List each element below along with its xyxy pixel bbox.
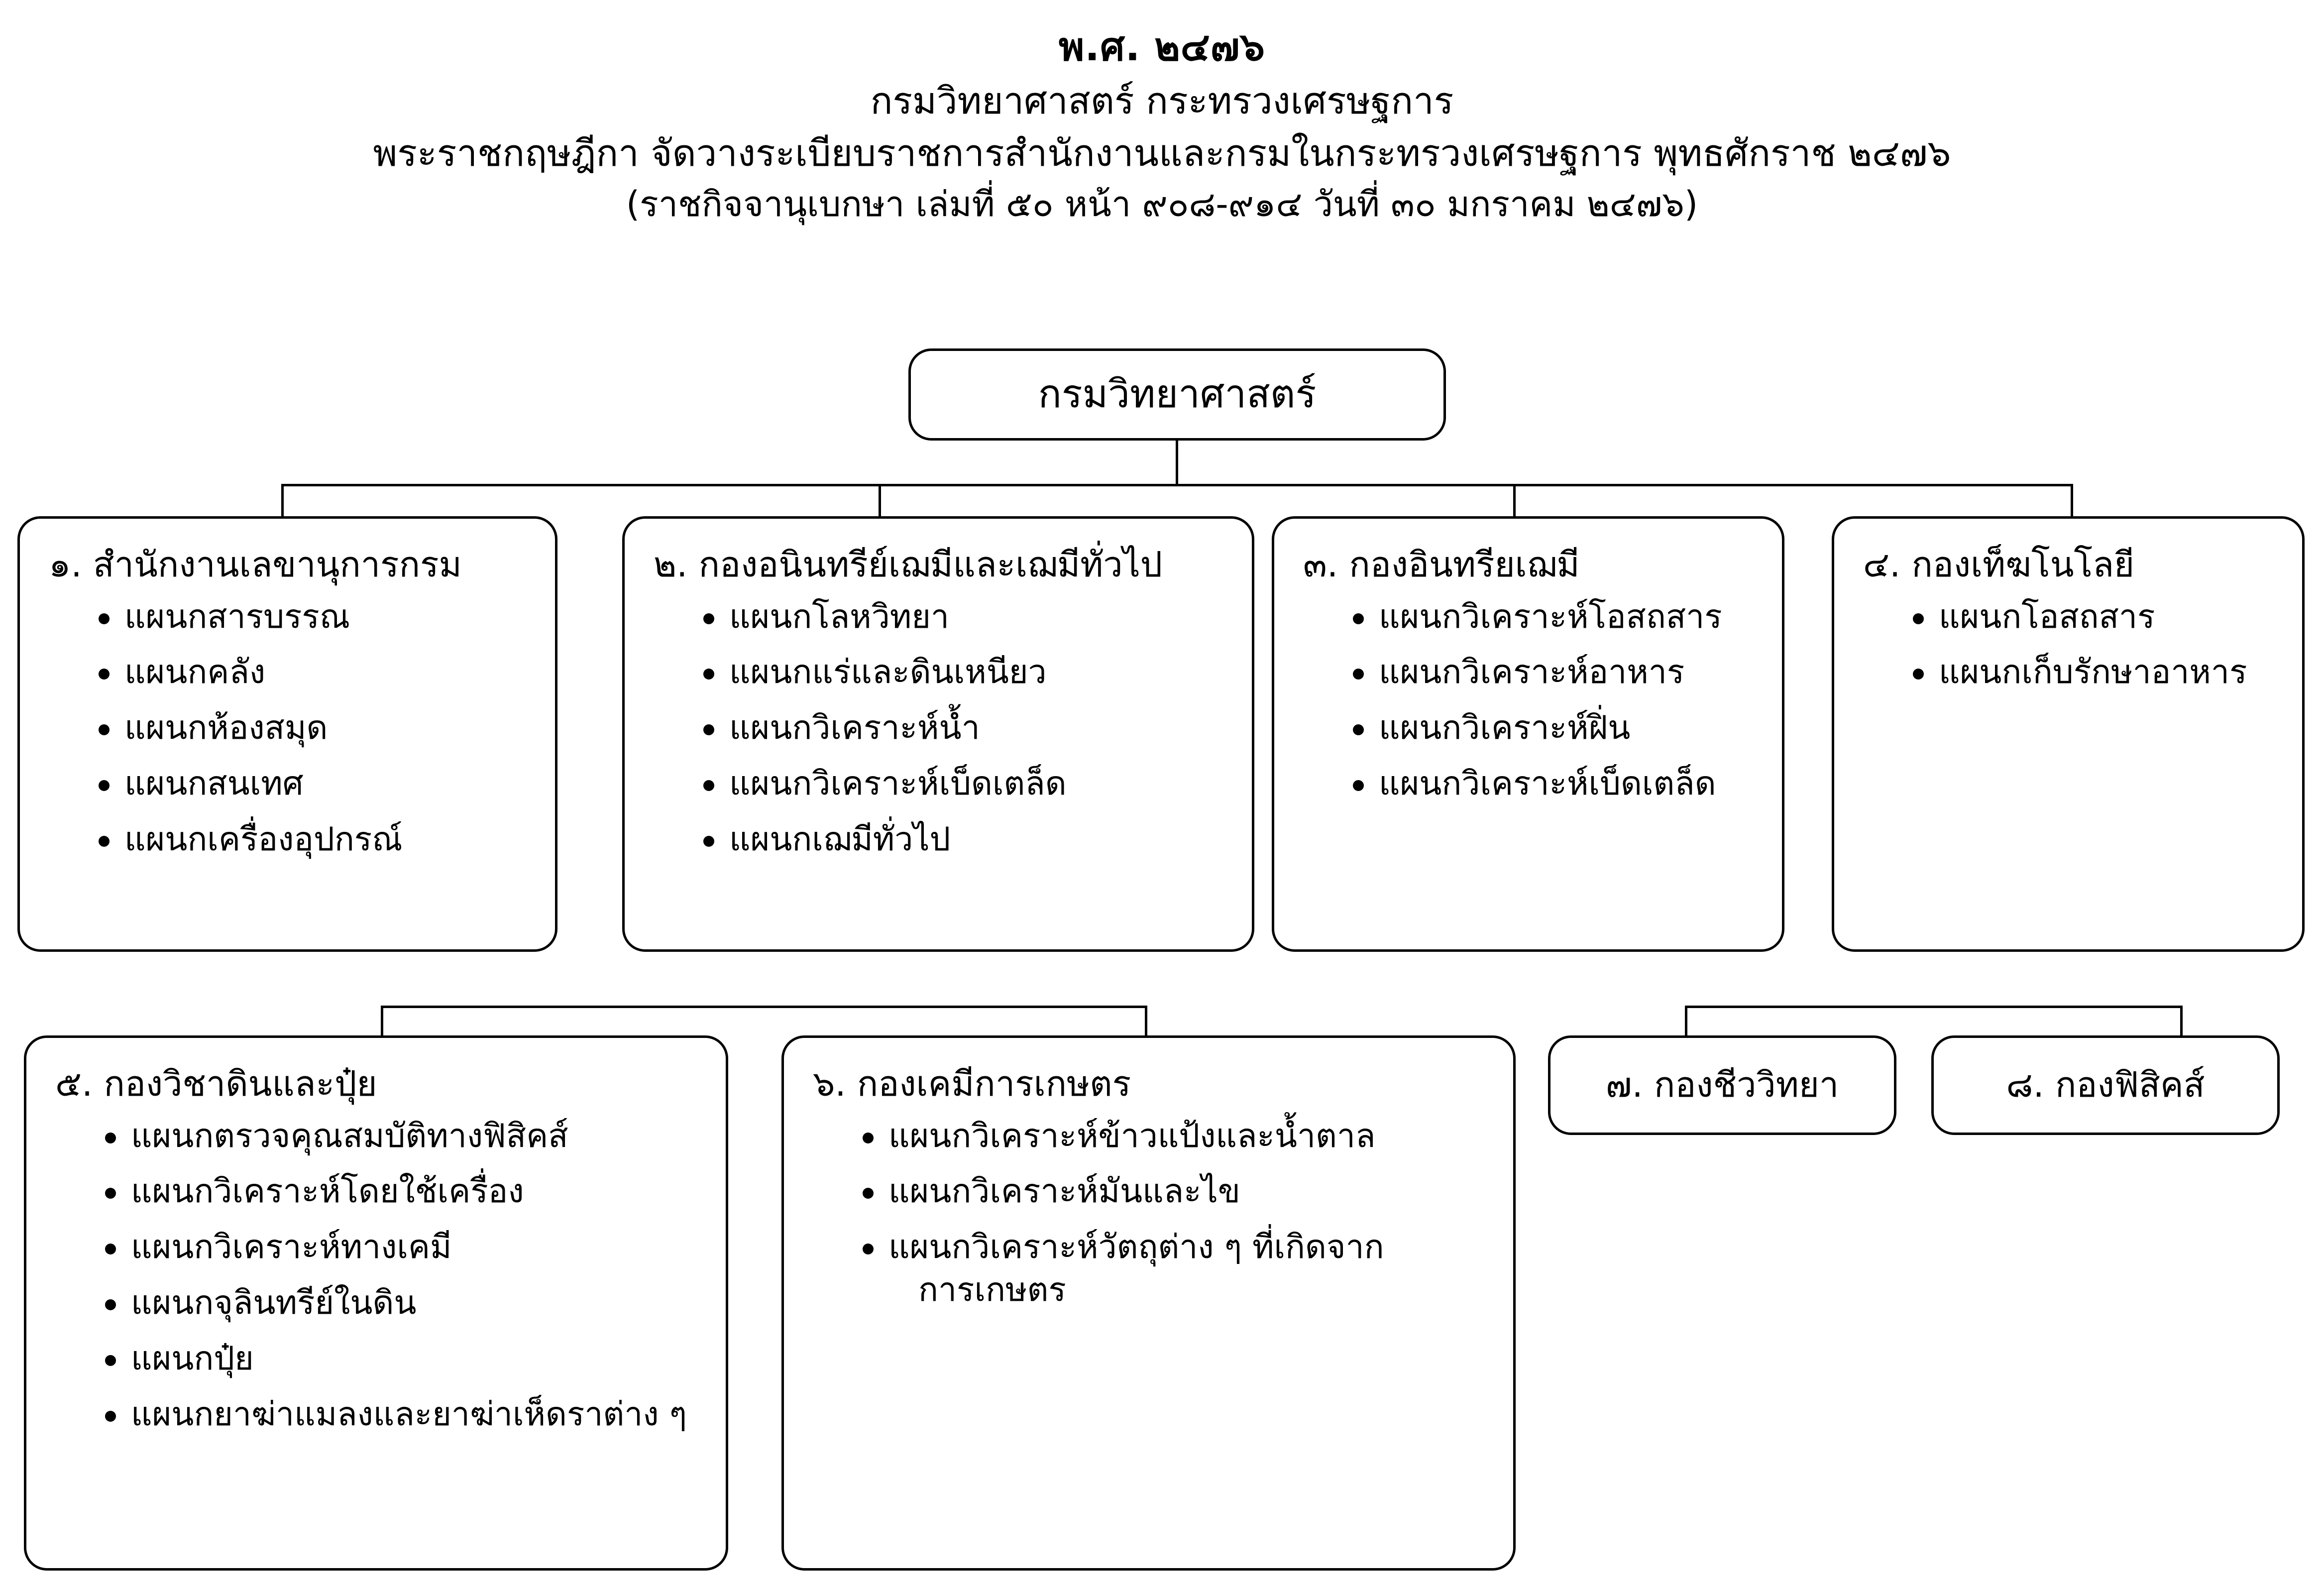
connector-drop-unit-5 <box>381 1006 383 1035</box>
unit-section-list-6 <box>804 1115 1496 1311</box>
list-item: แผนกวิเคราะห์ข้าวแป้งและน้ำตาล <box>860 1115 1496 1157</box>
list-item: แผนกวิเคราะห์มันและไข <box>860 1170 1496 1213</box>
list-item: แผนกห้องสมุด <box>96 706 538 749</box>
unit-title-4: ๔. กองเท็ฆโนโลยี <box>1863 544 2135 585</box>
list-item: แผนกปุ๋ย <box>102 1337 709 1380</box>
list-item: แผนกวิเคราะห์เบ็ดเตล็ด <box>1350 762 1765 805</box>
root-node-label: กรมวิทยาศาสตร์ <box>1038 371 1317 417</box>
connector-drop-unit-1 <box>281 484 284 516</box>
connector-drop-unit-6 <box>1145 1006 1147 1035</box>
unit-box-1 <box>17 516 557 952</box>
connector-drop-unit-2 <box>879 484 881 516</box>
list-item: แผนกวิเคราะห์น้ำ <box>700 706 1235 749</box>
list-item: แผนกยาฆ่าแมลงและยาฆ่าเห็ดราต่าง ๆ <box>102 1393 709 1436</box>
unit-box-4 <box>1832 516 2305 952</box>
list-item: แผนกสารบรรณ <box>96 595 538 638</box>
connector-drop-unit-8 <box>2180 1006 2183 1035</box>
list-item: แผนกวิเคราะห์โอสถสาร <box>1350 595 1765 638</box>
unit-box-6 <box>781 1035 1516 1571</box>
unit-section-list-5 <box>46 1115 709 1436</box>
connector-root-stem <box>1176 441 1178 485</box>
unit-title-3: ๓. กองอินทรียเฌมี <box>1303 544 1580 585</box>
list-item: แผนกวิเคราะห์ฝิ่น <box>1350 706 1765 749</box>
unit-box-2 <box>622 516 1254 952</box>
connector-drop-unit-4 <box>2071 484 2073 516</box>
list-item: แผนกเก็บรักษาอาหาร <box>1910 651 2285 693</box>
unit-section-list-1 <box>40 595 538 861</box>
header-year: พ.ศ. ๒๔๗๖ <box>1059 25 1265 70</box>
header-department: กรมวิทยาศาสตร์ กระทรวงเศรษฐการ <box>870 79 1454 122</box>
unit-box-5 <box>24 1035 728 1571</box>
unit-section-list-4 <box>1854 595 2285 694</box>
list-item: แผนกจุลินทรีย์ในดิน <box>102 1281 709 1324</box>
unit-section-list-2 <box>645 595 1235 861</box>
unit-box-8 <box>1931 1035 2280 1135</box>
unit-box-7 <box>1548 1035 1896 1135</box>
list-item: แผนกเครื่องอุปกรณ์ <box>96 818 538 861</box>
list-item: แผนกวิเคราะห์ทางเคมี <box>102 1226 709 1268</box>
unit-title-6: ๖. กองเคมีการเกษตร <box>813 1063 1131 1104</box>
list-item-line-1: แผนกวิเคราะห์วัตถุต่าง ๆ ที่เกิดจาก <box>888 1228 1384 1266</box>
list-item: แผนกโลหวิทยา <box>700 595 1235 638</box>
unit-section-list-3 <box>1294 595 1765 805</box>
unit-title-8: ๘. กองฟิสิคส์ <box>2006 1064 2205 1106</box>
connector-drop-unit-7 <box>1685 1006 1687 1035</box>
list-item: แผนกตรวจคุณสมบัติทางฟิสิคส์ <box>102 1115 709 1157</box>
connector-drop-unit-3 <box>1513 484 1516 516</box>
unit-title-1: ๑. สำนักงานเลขานุการกรม <box>49 544 462 585</box>
connector-top-bus <box>281 484 2073 486</box>
unit-title-5: ๕. กองวิชาดินและปุ๋ย <box>55 1063 377 1104</box>
list-item: แผนกวิเคราะห์อาหาร <box>1350 651 1765 693</box>
header-gazette-reference: (ราชกิจจานุเบกษา เล่มที่ ๕๐ หน้า ๙๐๘-๙๑๔ วันที่ ๓๐ มกราคม ๒๔๗๖) <box>626 183 1698 225</box>
list-item: แผนกสนเทศ <box>96 762 538 805</box>
list-item: แผนกคลัง <box>96 651 538 693</box>
header-decree: พระราชกฤษฎีกา จัดวางระเบียบราชการสำนักงานและกรมในกระทรวงเศรษฐการ พุทธศักราช ๒๔๗๖ <box>373 131 1951 175</box>
list-item: แผนกแร่และดินเหนียว <box>700 651 1235 693</box>
list-item <box>860 1226 1496 1311</box>
root-node-department <box>908 348 1446 441</box>
list-item: แผนกเฌมีทั่วไป <box>700 818 1235 861</box>
unit-title-2: ๒. กองอนินทรีย์เฌมีและเฌมีทั่วไป <box>654 544 1163 585</box>
document-header <box>0 20 2324 229</box>
list-item-line-2: การเกษตร <box>918 1270 1066 1309</box>
connector-row2-bus-right <box>1685 1006 2183 1008</box>
connector-row2-bus-left <box>381 1006 1147 1008</box>
list-item: แผนกวิเคราะห์เบ็ดเตล็ด <box>700 762 1235 805</box>
unit-box-3 <box>1272 516 1784 952</box>
list-item: แผนกวิเคราะห์โดยใช้เครื่อง <box>102 1170 709 1213</box>
list-item: แผนกโอสถสาร <box>1910 595 2285 638</box>
unit-title-7: ๗. กองชีววิทยา <box>1605 1064 1839 1106</box>
